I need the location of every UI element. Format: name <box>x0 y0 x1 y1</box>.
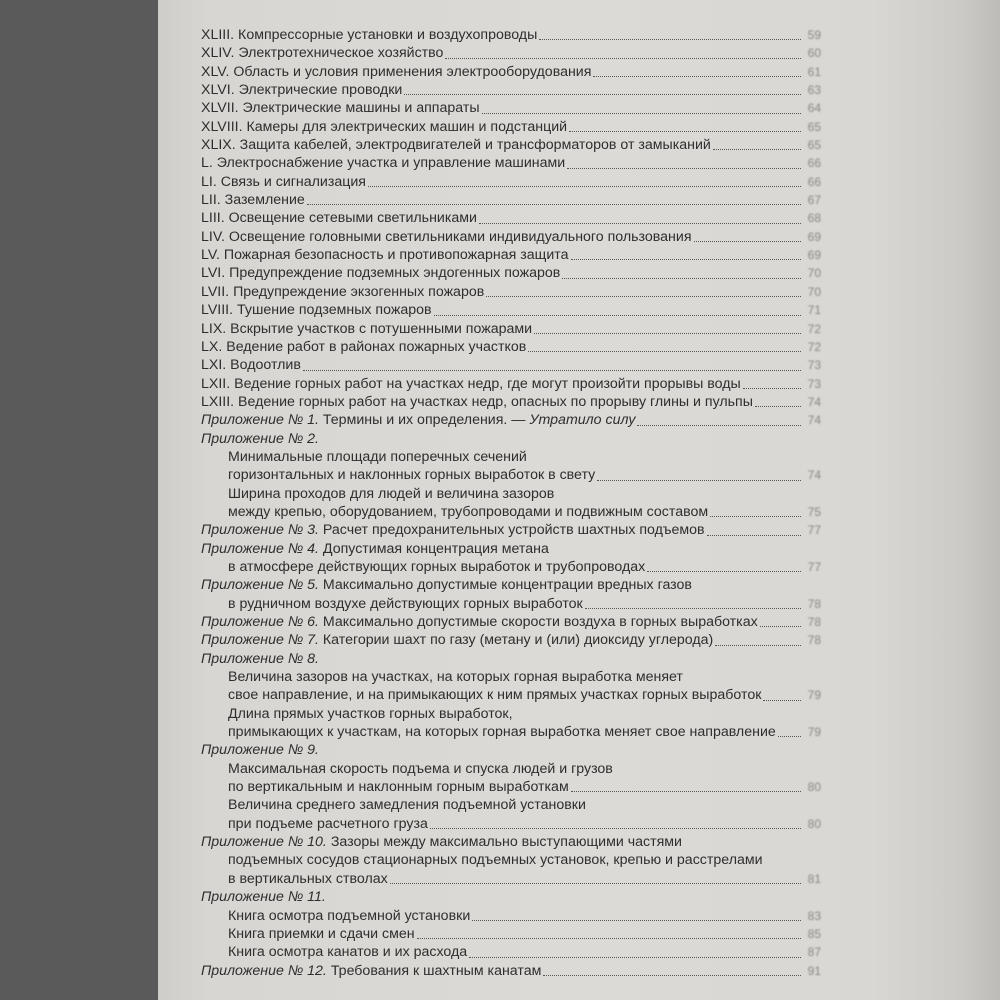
toc-entry-title <box>201 26 537 44</box>
appendix-label: Приложение № 9. <box>201 742 319 759</box>
page-number: 81 <box>807 871 821 886</box>
toc-entry <box>201 44 821 62</box>
entry-text: XLIII. Компрессорные установки и воздухопроводы <box>201 27 538 43</box>
appendix-label: Приложение № 6. <box>201 614 319 630</box>
page-number: 91 <box>807 963 821 978</box>
toc-entry <box>201 283 821 301</box>
toc-entry-title <box>228 778 569 796</box>
page-number: 77 <box>807 559 821 574</box>
page-number: 59 <box>807 28 821 42</box>
toc-entry-title <box>201 173 366 191</box>
entry-text: свое направление, и на примыкающих к ним прямых участках горных выработок <box>228 687 762 704</box>
page-number: 66 <box>807 174 821 189</box>
toc-entry-title <box>201 393 753 411</box>
dot-leader <box>760 626 801 627</box>
toc-entry-title <box>228 907 470 925</box>
toc-entry-title <box>201 246 569 264</box>
entry-text: подъемных сосудов стационарных подъемных установок, крепью и расстрелами <box>228 852 763 869</box>
page-number: 73 <box>807 358 821 373</box>
page-number: 74 <box>807 394 821 409</box>
toc-entry <box>201 320 821 338</box>
dot-leader <box>486 296 801 297</box>
dot-leader <box>763 700 801 701</box>
toc-entry-title <box>201 833 682 851</box>
toc-entry-title <box>201 191 305 209</box>
dot-leader <box>390 883 801 884</box>
page-number: 69 <box>807 229 821 244</box>
entry-text: LXII. Ведение горных работ на участках недр, где могут произойти прорывы воды <box>201 375 741 392</box>
toc-entry <box>201 943 821 961</box>
entry-text: L. Электроснабжение участка и управление машинами <box>201 155 566 172</box>
toc-entry <box>201 796 821 814</box>
toc-entry-title <box>201 411 635 429</box>
toc-entry-title <box>228 870 388 888</box>
toc-entry-title <box>201 136 711 154</box>
toc-entry-title <box>228 943 467 961</box>
toc-entry-title <box>228 851 763 869</box>
toc-entry-title <box>201 228 692 246</box>
entry-text: LII. Заземление <box>201 192 305 209</box>
dot-leader <box>593 76 801 77</box>
page-number: 60 <box>807 46 821 61</box>
toc-entry-title <box>201 99 480 117</box>
toc-entry <box>201 870 821 888</box>
appendix-label: Приложение № 12. <box>201 962 327 979</box>
entry-text: Книга приемки и сдачи смен <box>228 925 415 942</box>
toc-entry-title <box>228 760 613 778</box>
toc-entry <box>201 686 821 704</box>
entry-text: Категории шахт по газу (метану и (или) диоксиду углерода) <box>322 632 714 649</box>
toc-entry-title <box>201 264 560 282</box>
dot-leader <box>539 39 801 40</box>
toc-entry <box>201 430 821 448</box>
page-number: 70 <box>807 284 821 299</box>
toc-entry-title <box>201 631 713 649</box>
appendix-label: Приложение № 10. <box>201 834 327 851</box>
toc-entry <box>201 741 821 759</box>
entry-text: в вертикальных стволах <box>228 870 388 887</box>
entry-text: Длина прямых участков горных выработок, <box>228 705 513 722</box>
toc-entry <box>201 650 821 668</box>
entry-text: LX. Ведение работ в районах пожарных участков <box>201 338 527 355</box>
entry-text: LIX. Вскрытие участков с потушенными пожарами <box>201 320 533 337</box>
toc-entry-title <box>201 375 741 393</box>
dot-leader <box>585 608 801 609</box>
dot-leader <box>778 736 801 737</box>
page-number: 77 <box>807 523 821 538</box>
toc-entry-title <box>228 668 683 686</box>
entry-text: в рудничном воздухе действующих горных выработок <box>228 595 583 612</box>
toc-entry-title <box>201 888 326 906</box>
toc-entry-title <box>201 613 758 631</box>
appendix-label: Приложение № 5. <box>201 577 319 594</box>
toc-entry <box>201 778 821 796</box>
toc-entry <box>201 851 821 869</box>
page-number: 78 <box>807 615 821 629</box>
toc-entry <box>201 540 821 558</box>
page-number: 61 <box>807 64 821 79</box>
toc-entry <box>201 99 821 117</box>
page-number: 65 <box>807 119 821 134</box>
toc-entry <box>201 888 821 906</box>
page-number: 74 <box>807 413 821 428</box>
toc-entry <box>201 26 821 44</box>
toc-entry <box>201 338 821 356</box>
dot-leader <box>307 204 801 205</box>
page-number: 87 <box>807 945 821 960</box>
dot-leader <box>479 223 801 224</box>
toc-entry-title <box>201 356 301 374</box>
toc-entry <box>201 118 821 136</box>
dot-leader <box>647 571 801 572</box>
page-number: 73 <box>807 376 821 391</box>
page-number: 71 <box>807 303 821 318</box>
page-number: 85 <box>807 926 821 941</box>
page-number: 78 <box>807 596 821 611</box>
entry-text: Книга осмотра канатов и их расхода <box>228 944 468 961</box>
page-number: 72 <box>807 339 821 354</box>
entry-text: LXIII. Ведение горных работ на участках недр, опасных по прорыву глины и пульпы <box>201 393 753 410</box>
page-number: 80 <box>807 780 821 795</box>
page-number: 66 <box>807 156 821 171</box>
appendix-label: Приложение № 8. <box>201 650 319 667</box>
entry-text: XLIX. Защита кабелей, электродвигателей и трансформаторов от замыканий <box>201 137 711 154</box>
toc-entry <box>201 705 821 723</box>
toc-entry-title <box>228 595 583 613</box>
toc-entry <box>201 191 821 209</box>
toc-entry <box>201 173 821 191</box>
toc-entry-title <box>201 63 591 81</box>
entry-text: Книга осмотра подъемной установки <box>228 907 471 924</box>
toc-entry-title <box>228 705 513 723</box>
entry-text: Ширина проходов для людей и величина зазоров <box>228 485 555 502</box>
entry-text: LVIII. Тушение подземных пожаров <box>201 302 432 319</box>
toc-entry-title <box>201 430 319 448</box>
toc-entry-title <box>228 558 645 576</box>
entry-text: Минимальные площади поперечных сечений <box>228 448 527 465</box>
toc-entry <box>201 448 821 466</box>
dot-leader <box>637 425 801 426</box>
toc-entry-title <box>228 815 428 833</box>
toc-entry <box>201 907 821 925</box>
toc-entry-title <box>201 741 319 759</box>
entry-text: Термины и их определения. — <box>322 412 526 429</box>
dot-leader <box>417 938 801 939</box>
entry-text: примыкающих к участкам, на которых горная выработка меняет свое направление <box>228 724 776 741</box>
appendix-label: Приложение № 7. <box>201 632 319 649</box>
toc-entry <box>201 375 821 393</box>
entry-text: Величина среднего замедления подъемной установки <box>228 797 586 814</box>
toc-entry-title <box>201 283 484 301</box>
entry-text: XLVI. Электрические проводки <box>201 82 403 99</box>
toc-entry-title <box>228 466 595 484</box>
toc-entry <box>201 466 821 484</box>
toc-entry-title <box>228 796 586 814</box>
page-number: 80 <box>807 816 821 831</box>
entry-text: LXI. Водоотлив <box>201 357 301 374</box>
toc-entry-title <box>228 503 708 521</box>
appendix-label: Приложение № 11. <box>201 889 326 906</box>
dot-leader <box>715 645 801 646</box>
toc-entry <box>201 833 821 851</box>
dot-leader <box>571 259 802 260</box>
dot-leader <box>368 186 801 187</box>
dot-leader <box>469 957 801 958</box>
toc-entry <box>201 209 821 227</box>
table-of-contents <box>201 26 821 980</box>
toc-entry <box>201 503 821 521</box>
entry-text: в атмосфере действующих горных выработок и трубопроводах <box>228 558 646 575</box>
entry-text: XLIV. Электротехническое хозяйство <box>201 45 444 62</box>
toc-entry-title <box>228 723 776 741</box>
toc-entry <box>201 246 821 264</box>
dot-leader <box>710 516 801 517</box>
toc-entry <box>201 962 821 980</box>
entry-text: Максимальная скорость подъема и спуска людей и грузов <box>228 760 613 777</box>
entry-text: при подъеме расчетного груза <box>228 815 428 832</box>
toc-entry-title <box>201 962 541 980</box>
dot-leader <box>445 58 801 59</box>
toc-entry-title <box>228 925 415 943</box>
entry-text: LIII. Освещение сетевыми светильниками <box>201 210 477 227</box>
toc-entry <box>201 136 821 154</box>
dot-leader <box>707 535 801 536</box>
entry-text: горизонтальных и наклонных горных выработок в свету <box>228 467 596 484</box>
dot-leader <box>694 241 802 242</box>
toc-entry <box>201 154 821 172</box>
toc-entry <box>201 411 821 429</box>
dot-leader <box>743 388 801 389</box>
entry-text: XLV. Область и условия применения электрооборудования <box>201 63 592 80</box>
entry-text: XLVII. Электрические машины и аппараты <box>201 100 480 117</box>
dot-leader <box>571 791 801 792</box>
entry-text: LV. Пожарная безопасность и противопожарная защита <box>201 247 569 264</box>
page-number: 83 <box>807 908 821 923</box>
entry-text: XLVIII. Камеры для электрических машин и подстанций <box>201 118 568 135</box>
toc-entry <box>201 925 821 943</box>
toc-entry <box>201 301 821 319</box>
entry-text: Допустимая концентрация метана <box>322 540 549 557</box>
dot-leader <box>567 168 801 169</box>
entry-text: Величина зазоров на участках, на которых горная выработка меняет <box>228 669 683 686</box>
toc-entry-title <box>201 118 567 136</box>
page-number: 68 <box>807 211 821 226</box>
toc-entry <box>201 521 821 539</box>
appendix-label: Приложение № 2. <box>201 430 319 447</box>
page-number: 78 <box>807 633 821 648</box>
toc-entry <box>201 613 821 631</box>
toc-entry-title <box>228 485 554 503</box>
dot-leader <box>543 975 801 976</box>
dot-leader <box>528 351 801 352</box>
toc-entry <box>201 595 821 613</box>
page-number: 74 <box>807 468 821 483</box>
toc-entry <box>201 63 821 81</box>
toc-entry <box>201 760 821 778</box>
dot-leader <box>755 406 801 407</box>
dot-leader <box>569 131 801 132</box>
entry-text: между крепью, оборудованием, трубопроводами и подвижным составом <box>228 503 709 520</box>
dot-leader <box>404 94 801 95</box>
appendix-label: Приложение № 3. <box>201 522 319 539</box>
page-number: 69 <box>807 248 821 263</box>
dot-leader <box>482 113 801 114</box>
toc-entry <box>201 264 821 282</box>
page-number: 64 <box>807 101 821 116</box>
toc-entry-title <box>201 338 526 356</box>
page-number: 72 <box>807 321 821 336</box>
dot-leader <box>434 315 801 316</box>
dot-leader <box>430 828 801 829</box>
page-number: 70 <box>807 266 821 281</box>
page-number: 65 <box>807 138 821 153</box>
dot-leader <box>562 278 801 279</box>
toc-entry-title <box>201 81 402 99</box>
toc-entry <box>201 393 821 411</box>
toc-entry <box>201 631 821 649</box>
entry-text: по вертикальным и наклонным горным выработкам <box>228 779 569 796</box>
toc-entry-title <box>228 448 527 466</box>
dot-leader <box>534 333 801 334</box>
page-number: 67 <box>807 193 821 208</box>
toc-entry-title <box>201 650 319 668</box>
toc-entry <box>201 668 821 686</box>
toc-entry-title <box>201 576 692 594</box>
toc-entry-title <box>201 521 705 539</box>
toc-entry <box>201 576 821 594</box>
appendix-label: Приложение № 1. <box>201 412 319 429</box>
toc-entry-title <box>201 44 443 62</box>
entry-text: Максимально допустимые концентрации вредных газов <box>322 577 692 594</box>
dot-leader <box>472 920 801 921</box>
entry-text: LI. Связь и сигнализация <box>201 173 366 190</box>
dot-leader <box>713 149 801 150</box>
toc-entry <box>201 485 821 503</box>
toc-entry-title <box>201 209 477 227</box>
toc-entry <box>201 815 821 833</box>
toc-entry-title <box>201 154 565 172</box>
entry-text: Расчет предохранительных устройств шахтных подъемов <box>322 522 705 539</box>
dot-leader <box>597 480 801 481</box>
entry-note: Утратило силу <box>529 412 636 429</box>
toc-entry-title <box>201 540 549 558</box>
page-number: 75 <box>807 504 821 519</box>
toc-entry-title <box>201 301 432 319</box>
entry-text: LVI. Предупреждение подземных эндогенных пожаров <box>201 265 561 282</box>
entry-text: Зазоры между максимально выступающими частями <box>330 834 682 851</box>
entry-text: Максимально допустимые скорости воздуха в горных выработках <box>322 614 758 630</box>
toc-entry <box>201 81 821 99</box>
page-number: 79 <box>807 725 821 740</box>
toc-entry-title <box>228 686 761 704</box>
toc-entry <box>201 558 821 576</box>
toc-entry <box>201 356 821 374</box>
appendix-label: Приложение № 4. <box>201 540 319 557</box>
dot-leader <box>303 370 801 371</box>
page-number: 79 <box>807 688 821 703</box>
entry-text: Требования к шахтным канатам <box>330 962 542 979</box>
toc-entry <box>201 228 821 246</box>
toc-entry <box>201 723 821 741</box>
page-number: 63 <box>807 83 821 98</box>
entry-text: LIV. Освещение головными светильниками индивидуального пользования <box>201 228 692 245</box>
entry-text: LVII. Предупреждение экзогенных пожаров <box>201 283 485 300</box>
toc-entry-title <box>201 320 532 338</box>
